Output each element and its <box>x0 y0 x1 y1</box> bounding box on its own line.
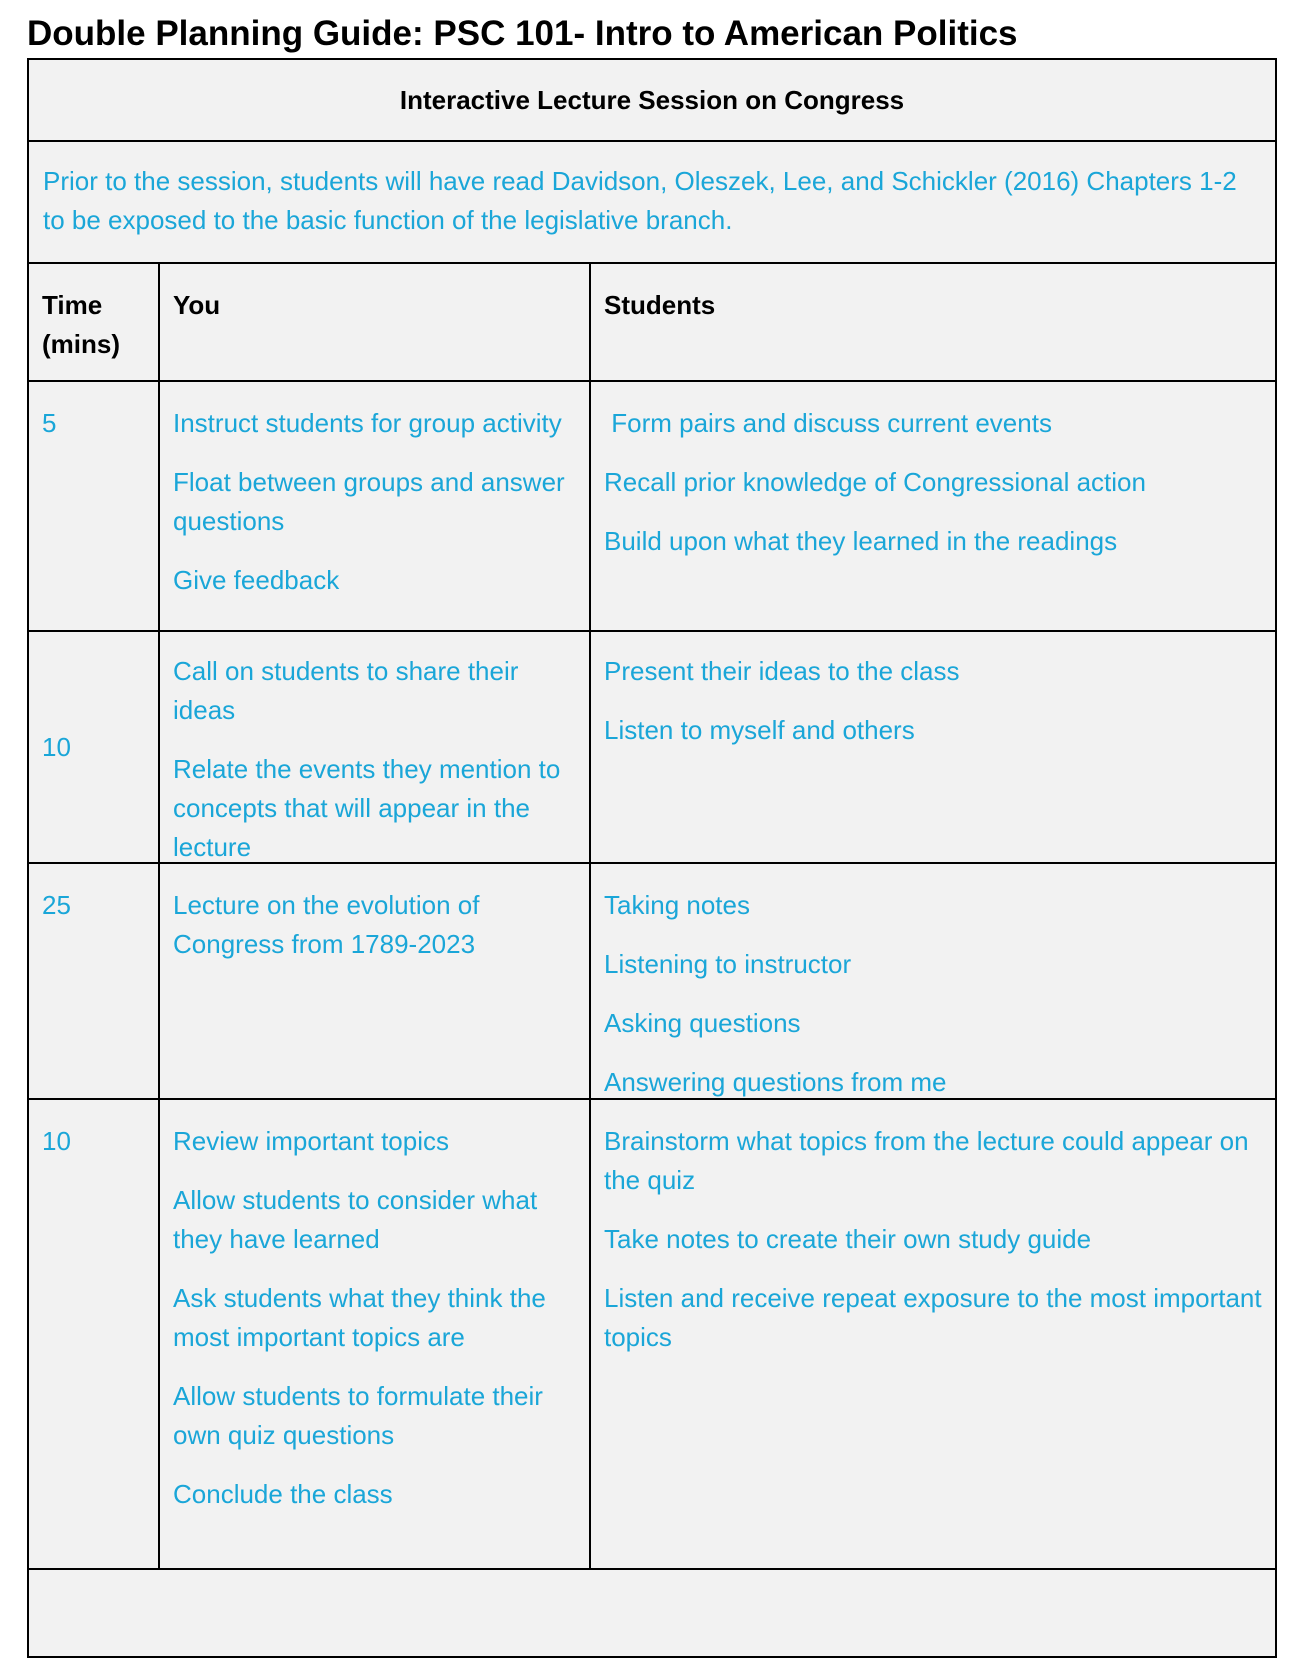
students-item: Present their ideas to the class <box>604 656 960 686</box>
students-cell <box>591 632 1275 862</box>
you-cell <box>160 1100 591 1568</box>
students-item: Listen to myself and others <box>604 715 915 745</box>
table-row <box>29 382 1275 632</box>
students-item: Taking notes <box>604 890 750 920</box>
students-item: Answering questions from me <box>604 1067 947 1097</box>
you-item: Allow students to formulate their own quiz questions <box>173 1381 543 1450</box>
students-cell <box>591 1100 1275 1568</box>
document-title: Double Planning Guide: PSC 101- Intro to American Politics <box>27 14 1018 53</box>
you-item: Lecture on the evolution of Congress from 1789-2023 <box>173 890 480 959</box>
header-time <box>29 264 160 380</box>
students-item: Listen and receive repeat exposure to the most important topics <box>604 1283 1262 1352</box>
time-cell: 10 <box>29 632 160 862</box>
you-item: Review important topics <box>173 1126 449 1156</box>
you-item: Instruct students for group activity <box>173 408 562 438</box>
you-item: Allow students to consider what they have learned <box>173 1185 538 1254</box>
table-row <box>29 632 1275 864</box>
header-row <box>29 264 1275 382</box>
header-time-line2: (mins) <box>42 329 120 359</box>
header-students: Students <box>604 290 716 320</box>
time-cell: 5 <box>29 382 160 630</box>
students-item: Listening to instructor <box>604 949 852 979</box>
header-you: You <box>160 264 591 380</box>
prior-reading-note: Prior to the session, students will have read Davidson, Oleszek, Lee, and Schickler (2016) Chapters 1-2 to be exposed to the basic function of the legislative branch. <box>29 142 1275 264</box>
you-cell <box>160 382 591 630</box>
you-item: Call on students to share their ideas <box>173 656 519 725</box>
planning-table <box>27 58 1277 1658</box>
students-item: Recall prior knowledge of Congressional action <box>604 467 1146 497</box>
students-item: Asking questions <box>604 1008 801 1038</box>
students-item: Brainstorm what topics from the lecture could appear on the quiz <box>604 1126 1249 1195</box>
you-item: Ask students what they think the most important topics are <box>173 1283 546 1352</box>
students-cell <box>591 864 1275 1098</box>
you-item: Give feedback <box>173 565 340 595</box>
table-row <box>29 1100 1275 1570</box>
you-cell <box>160 864 591 1098</box>
you-item: Conclude the class <box>173 1479 393 1509</box>
students-item: Take notes to create their own study guide <box>604 1224 1092 1254</box>
students-item: Form pairs and discuss current events <box>604 408 1052 438</box>
session-title: Interactive Lecture Session on Congress <box>29 60 1275 142</box>
table-row <box>29 864 1275 1100</box>
you-item: Float between groups and answer questions <box>173 467 565 536</box>
students-cell <box>591 382 1275 630</box>
time-cell: 25 <box>29 864 160 1098</box>
time-cell: 10 <box>29 1100 160 1568</box>
you-item: Relate the events they mention to concepts that will appear in the lecture <box>173 754 561 862</box>
students-item: Build upon what they learned in the readings <box>604 526 1118 556</box>
header-time-line1: Time <box>42 290 103 320</box>
you-cell <box>160 632 591 862</box>
